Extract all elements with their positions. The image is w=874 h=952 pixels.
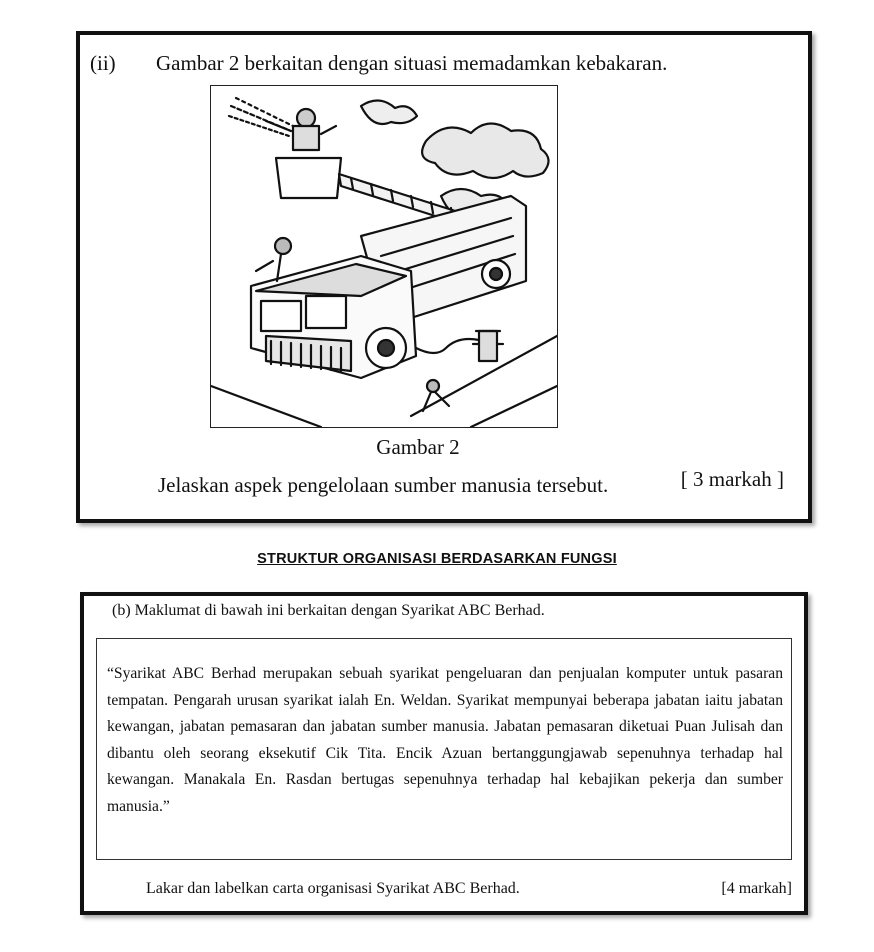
question-instruction: Jelaskan aspek pengelolaan sumber manusia tersebut. (158, 473, 609, 497)
passage-box (96, 638, 792, 860)
section-heading: STRUKTUR ORGANISASI BERDASARKAN FUNGSI (257, 551, 617, 567)
question-ii-box (76, 31, 812, 523)
question-b-intro: (b) Maklumat di bawah ini berkaitan dengan Syarikat ABC Berhad. (112, 602, 545, 619)
passage-text: “Syarikat ABC Berhad merupakan sebuah syarikat pengeluaran dan penjualan komputer untuk pasaran tempatan. Pengarah urusan syarikat ialah En. Weldan. Syarikat mempunyai beberapa jabatan iaitu jabatan kewangan, jabatan pemasaran dan jabatan sumber manusia. Jabatan pemasaran diketuai Puan Julisah dan dibantu oleh seorang eksekutif Cik Tita. Encik Azuan bertanggungjawab sepenuhnya terhadap hal kewangan. Manakala En. Rasdan bertugas sepenuhnya terhadap hal kebajikan pekerja dan sumber manusia.” (107, 665, 783, 815)
fire-truck-icon (211, 86, 557, 427)
fire-truck-figure (210, 85, 558, 428)
question-number: (ii) (90, 51, 116, 75)
question-b-marks: [4 markah] (721, 880, 792, 897)
figure-caption: Gambar 2 (376, 435, 460, 459)
question-title: Gambar 2 berkaitan dengan situasi memadamkan kebakaran. (156, 51, 668, 75)
question-marks: [ 3 markah ] (680, 467, 784, 491)
figure-caption-wrap (80, 435, 808, 460)
question-b-instruction: Lakar dan labelkan carta organisasi Syarikat ABC Berhad. (146, 880, 520, 897)
question-b-box (80, 592, 808, 915)
